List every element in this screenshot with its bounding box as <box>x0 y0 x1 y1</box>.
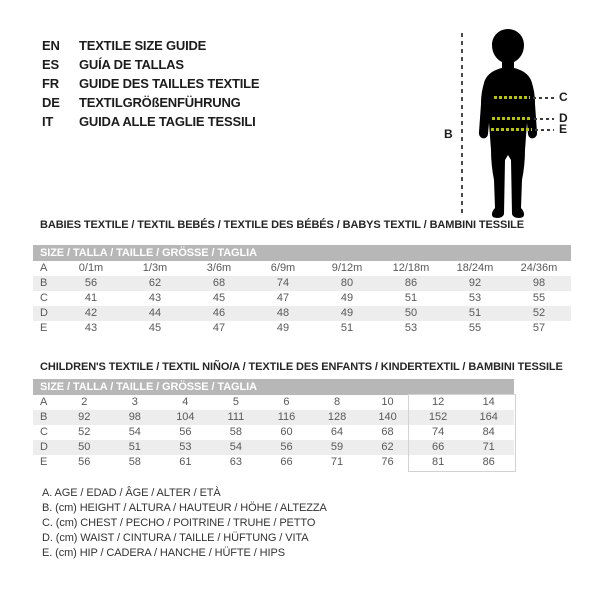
size-cell: 49 <box>276 322 290 334</box>
size-cell: 80 <box>340 277 354 289</box>
legend-line: B. (cm) HEIGHT / ALTURA / HAUTEUR / HÖHE / ALTEZZA <box>42 502 327 514</box>
size-cell: 104 <box>176 411 195 423</box>
size-cell: 10 <box>381 396 394 408</box>
hip-label: E <box>559 122 568 136</box>
size-cell: 64 <box>330 426 344 438</box>
size-cell: 4 <box>182 396 189 408</box>
table-row <box>33 425 514 440</box>
size-cell: 86 <box>482 456 495 468</box>
size-cell: 51 <box>128 441 141 453</box>
language-code: EN <box>42 38 60 53</box>
size-cell: 51 <box>340 322 354 334</box>
table-row <box>33 321 571 336</box>
babies-size-table <box>33 261 571 336</box>
size-cell: 41 <box>84 292 98 304</box>
size-cell: 56 <box>78 456 91 468</box>
size-cell: 46 <box>212 307 226 319</box>
size-cell: 68 <box>212 277 226 289</box>
size-cell: 84 <box>482 426 495 438</box>
table-row <box>33 395 514 410</box>
language-code: IT <box>42 114 54 129</box>
legend-line: C. (cm) CHEST / PECHO / POITRINE / TRUHE / PETTO <box>42 517 316 529</box>
chest-measure-line <box>494 96 530 99</box>
size-cell: 44 <box>148 307 162 319</box>
size-cell: 3/6m <box>206 262 232 274</box>
size-cell: 51 <box>468 307 482 319</box>
size-cell: 2 <box>81 396 88 408</box>
row-label: C <box>40 292 48 304</box>
legend-line: E. (cm) HIP / CADERA / HANCHE / HÜFTE / HIPS <box>42 547 285 559</box>
size-cell: 152 <box>428 411 448 423</box>
size-cell: 8 <box>333 396 341 408</box>
language-code: ES <box>42 57 59 72</box>
table-row <box>33 455 514 470</box>
row-label: B <box>40 411 48 423</box>
size-cell: 45 <box>148 322 162 334</box>
language-row <box>42 112 259 131</box>
hip-measure-line <box>491 128 532 131</box>
language-code: DE <box>42 95 60 110</box>
size-cell: 58 <box>128 456 141 468</box>
row-label: C <box>40 426 48 438</box>
size-cell: 74 <box>276 277 290 289</box>
size-cell: 50 <box>404 307 418 319</box>
size-cell: 92 <box>468 277 482 289</box>
size-cell: 9/12m <box>331 262 363 274</box>
language-row <box>42 55 259 74</box>
size-cell: 62 <box>148 277 162 289</box>
legend-line: A. AGE / EDAD / ÂGE / ALTER / ETÀ <box>42 487 221 499</box>
size-cell: 61 <box>179 456 192 468</box>
height-label: B <box>444 127 453 141</box>
height-guide-line <box>461 33 463 214</box>
size-cell: 14 <box>482 396 495 408</box>
size-cell: 6/9m <box>270 262 296 274</box>
size-cell: 49 <box>340 307 354 319</box>
size-cell: 56 <box>84 277 98 289</box>
size-cell: 56 <box>280 441 293 453</box>
row-label: E <box>40 322 48 334</box>
language-list <box>42 36 259 131</box>
size-cell: 53 <box>468 292 482 304</box>
size-cell: 81 <box>431 456 445 468</box>
waist-label: D <box>559 111 568 125</box>
size-cell: 53 <box>404 322 418 334</box>
language-title: GUIDE DES TAILLES TEXTILE <box>79 76 260 91</box>
size-cell: 18/24m <box>456 262 494 274</box>
size-cell: 57 <box>532 322 546 334</box>
row-label: A <box>40 396 48 408</box>
table-row <box>33 276 571 291</box>
size-cell: 51 <box>404 292 418 304</box>
size-cell: 47 <box>276 292 290 304</box>
size-cell: 76 <box>381 456 394 468</box>
size-cell: 42 <box>84 307 98 319</box>
size-cell: 68 <box>381 426 394 438</box>
table-row <box>33 261 571 276</box>
size-cell: 12/18m <box>392 262 430 274</box>
size-cell: 66 <box>280 456 293 468</box>
measurement-figure <box>430 20 590 230</box>
size-cell: 50 <box>78 441 91 453</box>
size-cell: 47 <box>212 322 226 334</box>
size-cell: 86 <box>404 277 418 289</box>
waist-guide-dashes <box>534 118 554 120</box>
row-label: A <box>40 262 48 274</box>
size-cell: 116 <box>277 411 296 423</box>
size-cell: 55 <box>468 322 482 334</box>
size-cell: 54 <box>128 426 141 438</box>
children-table-title: CHILDREN'S TEXTILE / TEXTIL NIÑO/A / TEXTILE DES ENFANTS / KINDERTEXTIL / BAMBINI TESSILE <box>40 361 563 373</box>
language-row <box>42 93 259 112</box>
size-cell: 111 <box>227 411 245 423</box>
size-cell: 24/36m <box>520 262 558 274</box>
table-row <box>33 440 514 455</box>
size-cell: 98 <box>532 277 546 289</box>
size-cell: 59 <box>330 441 344 453</box>
size-cell: 60 <box>280 426 293 438</box>
size-cell: 1/3m <box>142 262 168 274</box>
size-cell: 98 <box>128 411 141 423</box>
size-cell: 58 <box>229 426 243 438</box>
chest-guide-dashes <box>533 97 554 99</box>
size-cell: 140 <box>378 411 397 423</box>
row-label: D <box>40 441 48 453</box>
child-silhouette-icon <box>470 28 546 220</box>
waist-measure-line <box>492 117 531 120</box>
table-row <box>33 306 571 321</box>
language-title: TEXTILE SIZE GUIDE <box>79 38 207 53</box>
size-cell: 92 <box>78 411 91 423</box>
size-cell: 56 <box>179 426 192 438</box>
row-label: B <box>40 277 48 289</box>
size-cell: 55 <box>532 292 546 304</box>
size-cell: 54 <box>229 441 243 453</box>
size-cell: 43 <box>148 292 162 304</box>
size-cell: 71 <box>482 441 495 453</box>
language-row <box>42 36 259 55</box>
size-cell: 74 <box>431 426 445 438</box>
language-row <box>42 74 259 93</box>
size-cell: 53 <box>179 441 192 453</box>
table-row <box>33 410 514 425</box>
size-cell: 52 <box>78 426 91 438</box>
language-title: GUÍA DE TALLAS <box>79 57 184 72</box>
size-cell: 66 <box>431 441 445 453</box>
children-size-table <box>33 395 514 470</box>
hip-guide-dashes <box>535 129 554 131</box>
row-label: D <box>40 307 48 319</box>
language-title: GUIDA ALLE TAGLIE TESSILI <box>79 114 256 129</box>
row-label: E <box>40 456 48 468</box>
legend-line: D. (cm) WAIST / CINTURA / TAILLE / HÜFTUNG / VITA <box>42 532 309 544</box>
size-cell: 164 <box>479 411 498 423</box>
size-cell: 63 <box>229 456 243 468</box>
size-cell: 43 <box>84 322 98 334</box>
size-cell: 5 <box>232 396 239 408</box>
measurement-legend <box>42 486 327 561</box>
language-code: FR <box>42 76 59 91</box>
chest-label: C <box>559 90 568 104</box>
size-cell: 6 <box>283 396 290 408</box>
size-cell: 12 <box>431 396 445 408</box>
size-cell: 52 <box>532 307 546 319</box>
size-cell: 3 <box>131 396 138 408</box>
size-cell: 49 <box>340 292 354 304</box>
children-table-header: SIZE / TALLA / TAILLE / GRÖSSE / TAGLIA <box>33 379 514 395</box>
size-cell: 48 <box>276 307 290 319</box>
size-cell: 0/1m <box>78 262 104 274</box>
table-row <box>33 291 571 306</box>
babies-table-header: SIZE / TALLA / TAILLE / GRÖSSE / TAGLIA <box>33 245 571 261</box>
size-cell: 128 <box>327 411 347 423</box>
babies-table-title: BABIES TEXTILE / TEXTIL BEBÉS / TEXTILE DES BÉBÉS / BABYS TEXTIL / BAMBINI TESSILE <box>40 219 525 231</box>
size-cell: 71 <box>330 456 344 468</box>
size-cell: 62 <box>381 441 394 453</box>
language-title: TEXTILGRÖßENFÜHRUNG <box>79 95 241 110</box>
size-cell: 45 <box>212 292 226 304</box>
